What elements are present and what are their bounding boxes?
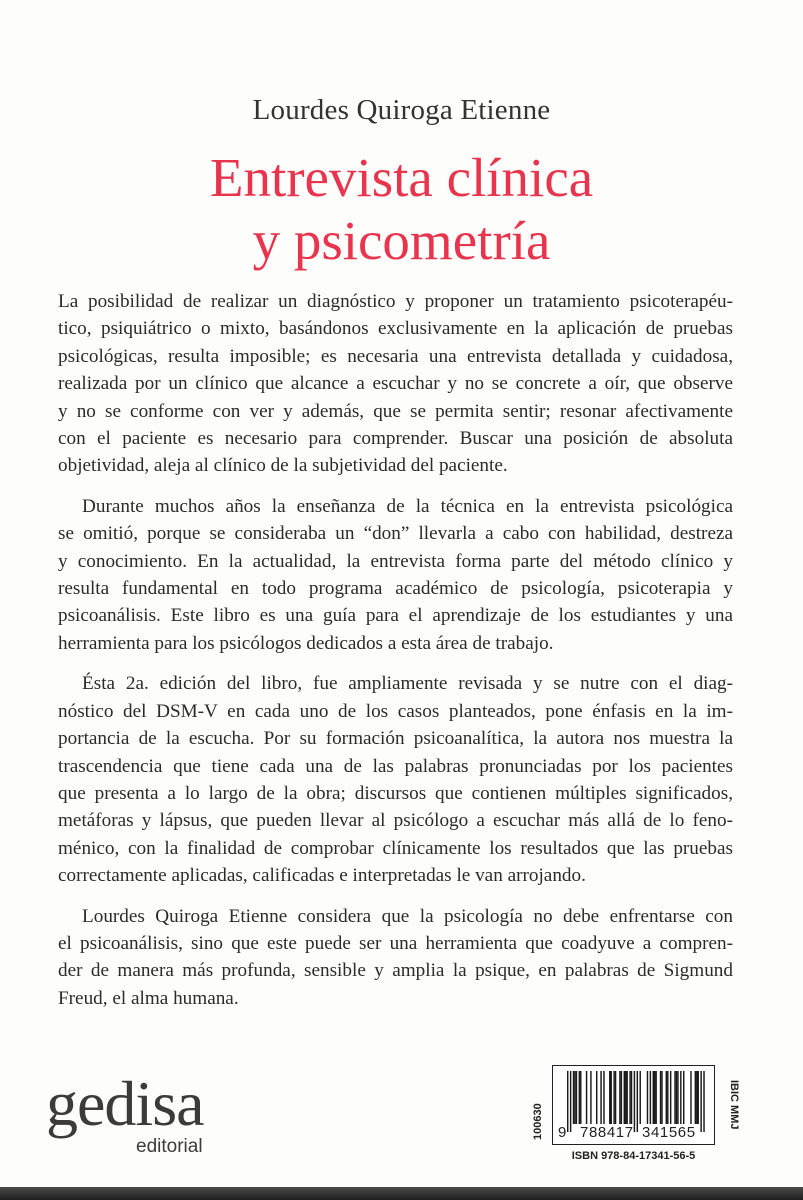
text-line: trascendencia que tiene cada una de las palabras pronunciadas por los pacientes <box>58 755 733 777</box>
paragraph-2 <box>58 493 733 657</box>
text-line: La posibilidad de realizar un diagnóstico y proponer un tratamiento psicoterapéu- <box>58 291 733 312</box>
barcode-box <box>552 1065 715 1145</box>
side-code: 100630 <box>532 1103 544 1141</box>
text-line: correctamente aplicadas, calificadas e interpretadas le van arrojando. <box>58 865 586 887</box>
barcode-bar <box>631 1071 632 1124</box>
barcode-bar <box>579 1071 580 1124</box>
text-line: portancia de la escucha. Por su formación psicoanalítica, la autora nos muestra la <box>58 728 733 750</box>
text-line: realizada por un clínico que alcance a escuchar y no se concrete a oír, que observe <box>58 373 733 395</box>
barcode-bar <box>700 1071 701 1132</box>
barcode-bar <box>621 1071 622 1124</box>
barcode-bar <box>567 1071 568 1132</box>
text-line: y no se conforme con ver y además, que se permita sentir; resonar afectivamente <box>58 400 733 422</box>
barcode-digits-group-2: 341565 <box>642 1124 696 1141</box>
barcode-bar <box>586 1071 587 1124</box>
barcode-bar <box>650 1071 651 1124</box>
text-line: con el paciente es necesario para comprender. Buscar una posición de absoluta <box>58 428 733 450</box>
barcode-bar <box>619 1071 620 1124</box>
barcode-block <box>530 1060 760 1170</box>
text-line: el psicoanálisis, sino que este puede ser una herramienta que coadyuve a compren- <box>58 932 733 954</box>
barcode-bar <box>653 1071 654 1124</box>
barcode-bar <box>596 1071 597 1124</box>
barcode-bars <box>553 1066 713 1143</box>
barcode-bar <box>676 1071 677 1124</box>
barcode-bar <box>629 1071 630 1124</box>
text-line: Freud, el alma humana. <box>58 987 239 1009</box>
barcode-bar <box>655 1071 656 1124</box>
paragraph-1 <box>58 288 733 480</box>
barcode-bar <box>625 1071 626 1124</box>
logo-wordmark: gedisa <box>46 1068 204 1139</box>
barcode-bar <box>654 1071 655 1124</box>
barcode-bar <box>677 1071 678 1124</box>
barcode-bar <box>640 1071 641 1124</box>
text-line: y conocimiento. En la actualidad, la entrevista forma parte del método clínico y <box>58 550 733 572</box>
synopsis <box>58 288 733 1025</box>
text-line: tico, psiquiátrico o mixto, basándonos exclusivamente en la aplicación de pruebas <box>58 318 733 340</box>
logo-subtitle: editorial <box>136 1136 203 1157</box>
barcode-bar <box>703 1071 704 1132</box>
barcode-bar <box>570 1071 571 1132</box>
barcode-bar <box>667 1071 668 1124</box>
book-title <box>0 146 803 272</box>
barcode-bar <box>680 1071 681 1124</box>
paragraph-3 <box>58 670 733 889</box>
publisher-logo <box>46 1068 216 1162</box>
text-line: Ésta 2a. edición del libro, fue ampliamente revisada y se nutre con el diag- <box>82 673 733 695</box>
text-line: nóstico del DSM-V en cada uno de los casos planteados, pone énfasis en la im- <box>58 700 733 722</box>
text-line: Lourdes Quiroga Etienne considera que la psicología no debe enfrentarse con <box>82 905 733 927</box>
text-line: resulta fundamental en todo programa académico de psicología, psicoterapia y <box>58 578 733 600</box>
barcode-bar <box>690 1071 691 1124</box>
barcode-bar <box>698 1071 699 1124</box>
barcode-bar <box>613 1071 614 1124</box>
title-line-1: Entrevista clínica <box>209 147 594 208</box>
text-line: der de manera más profunda, sensible y amplia la psique, en palabras de Sigmund <box>58 960 733 982</box>
barcode-bar <box>696 1071 697 1124</box>
barcode-bar <box>590 1071 591 1124</box>
barcode-bar <box>611 1071 612 1124</box>
isbn-number: ISBN 978-84-17341-56-5 <box>571 1150 696 1162</box>
title-line-2: y psicometría <box>252 210 551 271</box>
barcode-bar <box>647 1071 648 1124</box>
barcode-bar <box>609 1071 610 1124</box>
barcode-bar <box>603 1071 604 1124</box>
text-line: que presenta a lo largo de la obra; discursos que contienen múltiples significados, <box>58 782 733 804</box>
barcode-bar <box>634 1071 635 1132</box>
barcode-digit-first: 9 <box>558 1124 567 1141</box>
barcode-digits-group-1: 788417 <box>580 1124 634 1141</box>
text-line: objetividad, aleja al clínico de la subjetividad del paciente. <box>58 455 508 477</box>
barcode-bar <box>666 1071 667 1124</box>
text-line: psicoanálisis. Este libro es una guía para el aprendizaje de los estudiantes y una <box>58 605 733 627</box>
text-line: herramienta para los psicólogos dedicados a esta área de trabajo. <box>58 632 554 654</box>
barcode-bar <box>615 1071 616 1124</box>
barcode-bar-group <box>567 1071 705 1132</box>
paragraph-4 <box>58 903 733 1013</box>
barcode-bar <box>576 1071 577 1124</box>
barcode-bar <box>624 1071 625 1124</box>
author-name: Lourdes Quiroga Etienne <box>252 94 551 126</box>
barcode-bar <box>637 1071 638 1132</box>
barcode-bar <box>573 1071 574 1124</box>
barcode-bar <box>580 1071 581 1124</box>
barcode-bar <box>626 1071 627 1124</box>
barcode-bar <box>661 1071 662 1124</box>
barcode-bar <box>660 1071 661 1124</box>
barcode-bar <box>683 1071 684 1124</box>
barcode-bar <box>674 1071 675 1124</box>
text-line: ménico, con la finalidad de comprobar clínicamente los resultados que las pruebas <box>58 837 733 859</box>
ibic-code: IBIC MMJ <box>728 1080 740 1130</box>
barcode-bar <box>670 1071 671 1124</box>
barcode-bar <box>600 1071 601 1124</box>
text-line: metáforas y lápsus, que pueden llevar al psicólogo a escuchar más allá de lo feno- <box>58 810 733 832</box>
text-line: Durante muchos años la enseñanza de la técnica en la entrevista psicológica <box>82 495 733 517</box>
text-line: se omitió, porque se consideraba un “don” llevarla a cabo con habilidad, destreza <box>58 523 733 545</box>
bottom-edge-strip <box>0 1187 803 1200</box>
barcode-bar <box>695 1071 696 1124</box>
text-line: psicológicas, resulta imposible; es necesaria una entrevista detallada y cuidadosa, <box>58 345 733 367</box>
barcode-bar <box>574 1071 575 1124</box>
